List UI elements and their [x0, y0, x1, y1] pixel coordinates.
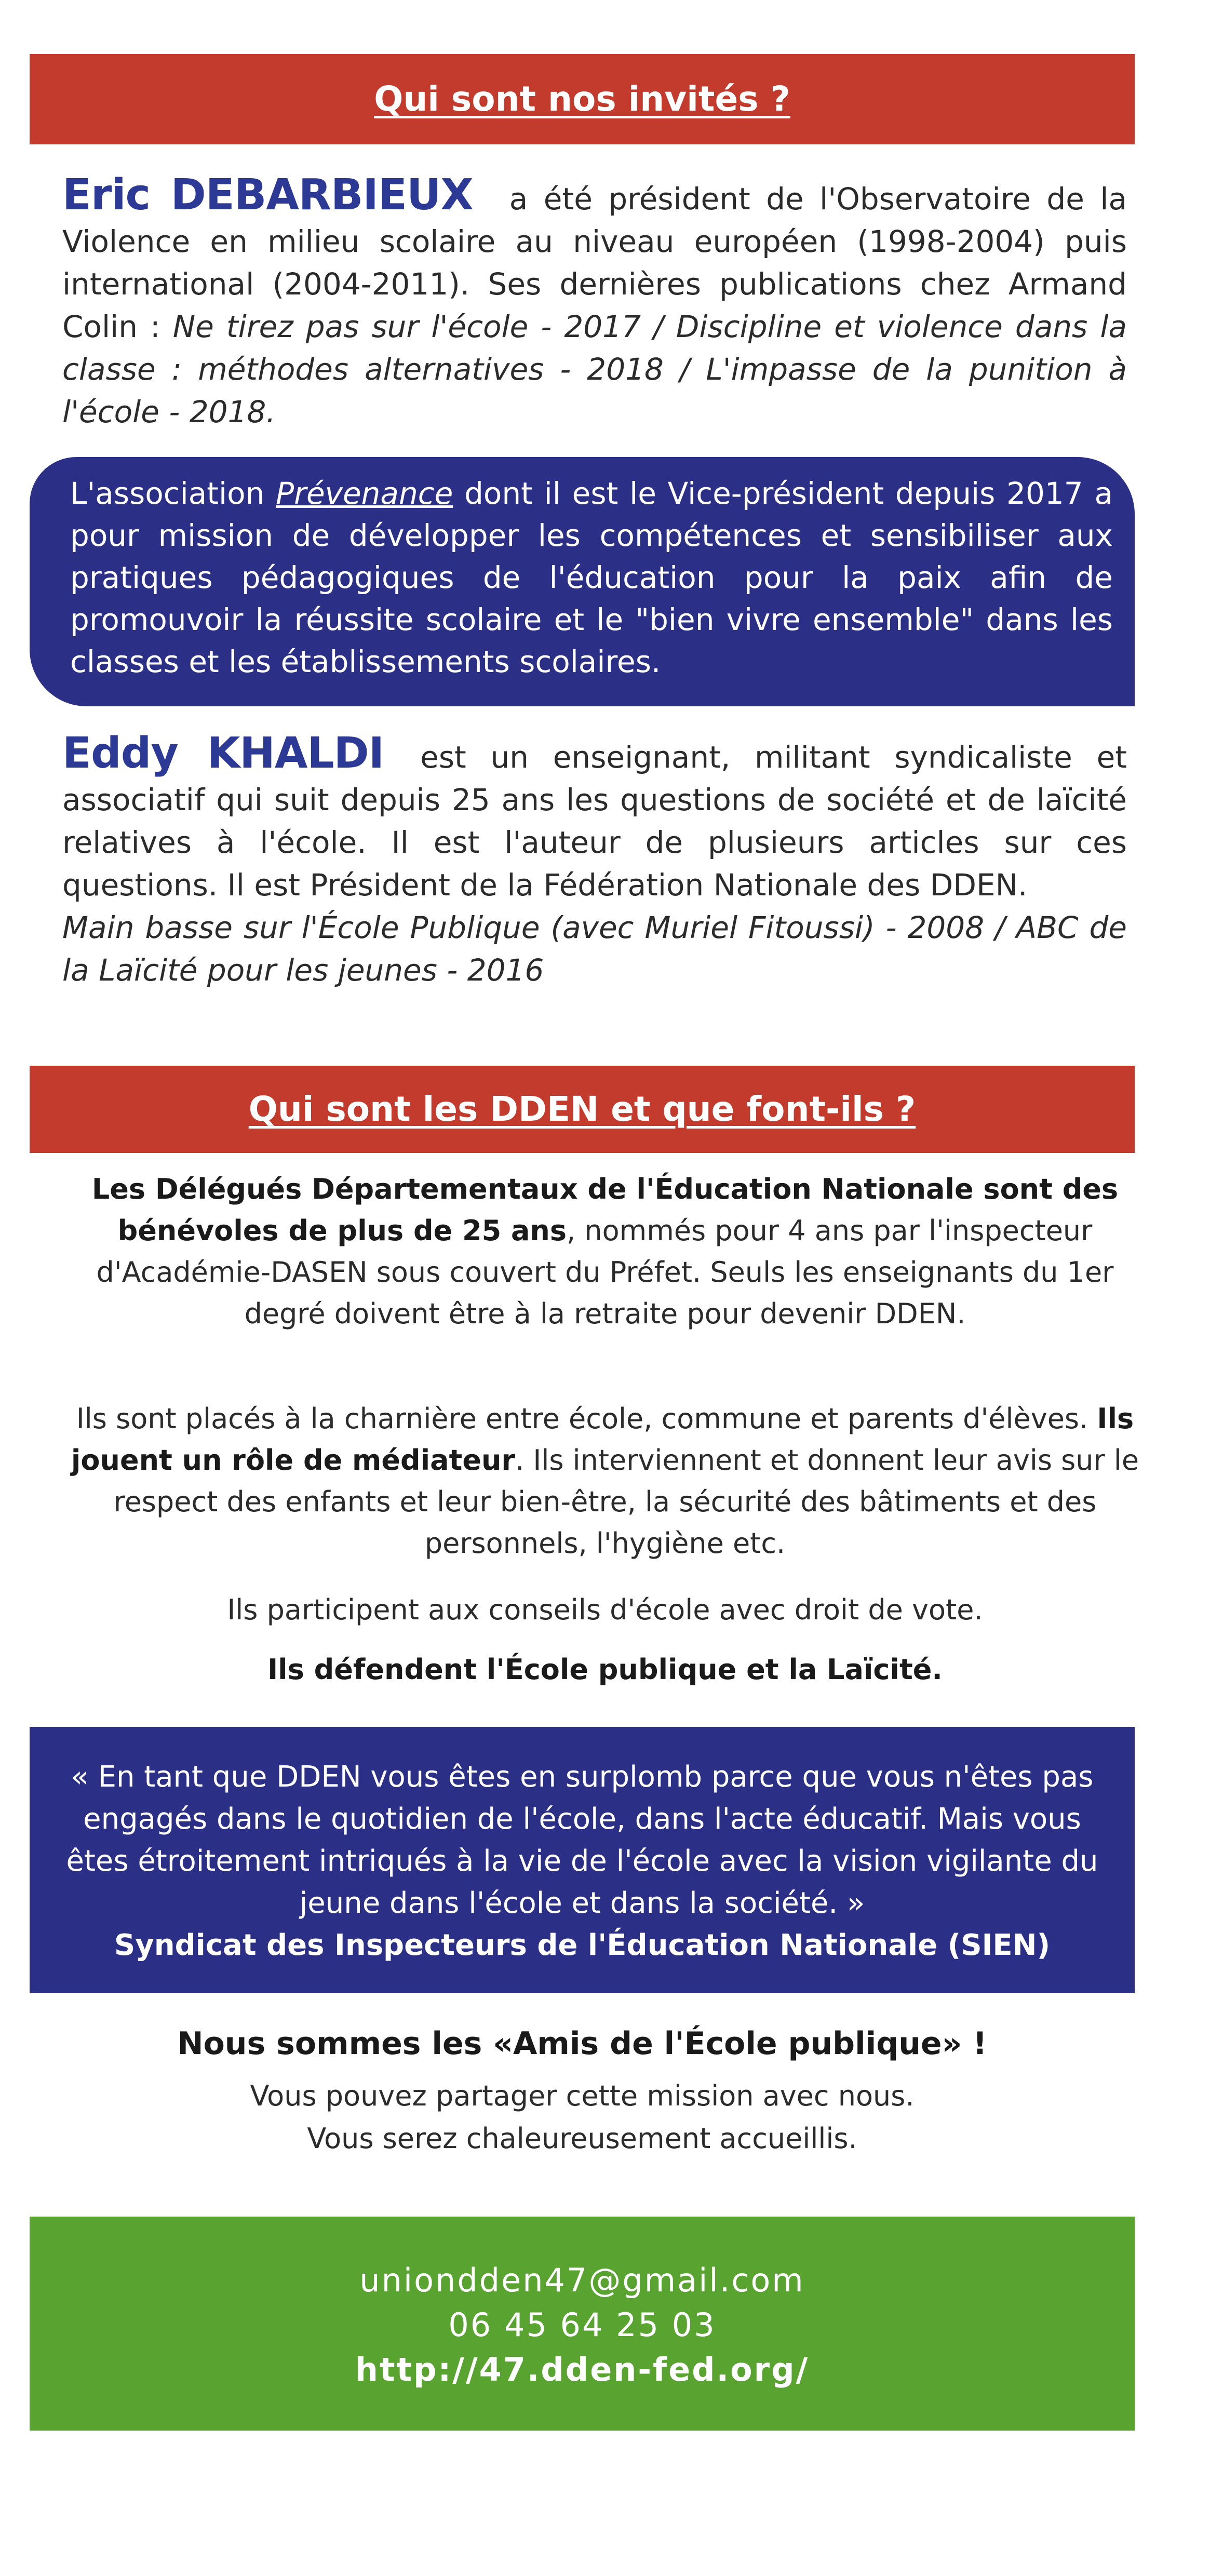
dden-paragraph-4: Ils défendent l'École publique et la Laïcité. — [267, 1653, 943, 1686]
debarbieux-bio-text: a été président de l'Observatoire de la Violence en milieu scolaire au niveau européen (1998-2004) puis international (2004-2011). Ses dernières publications chez Armand Colin : — [62, 181, 1127, 344]
dden-paragraph-3: Ils participent aux conseils d'école avec droit de vote. — [227, 1593, 983, 1626]
quote-source: Syndicat des Inspecteurs de l'Éducation Nationale (SIEN) — [114, 1928, 1051, 1962]
friends-line-2: Vous serez chaleureusement accueillis. — [307, 2122, 857, 2155]
contact-phone: 06 45 64 25 03 — [448, 2306, 716, 2344]
khaldi-name: Eddy KHALDI — [62, 729, 384, 778]
contact-block — [30, 2217, 1135, 2431]
association-name: Prévenance — [276, 476, 453, 511]
khaldi-publications: Main basse sur l'École Publique (avec Muriel Fitoussi) - 2008 / ABC de la Laïcité pour les jeunes - 2016 — [62, 910, 1127, 988]
dden-paragraph-2 — [52, 1398, 1158, 1564]
khaldi-bio — [62, 729, 1127, 991]
guests-banner — [30, 54, 1135, 144]
guests-banner-title: Qui sont nos invités ? — [374, 79, 790, 119]
debarbieux-publications: Ne tirez pas sur l'école - 2017 / Discipline et violence dans la classe : méthodes alternatives - 2018 / L'impasse de la punition à l'école - 2018. — [62, 309, 1127, 430]
friends-line-1: Vous pouvez partager cette mission avec nous. — [250, 2079, 915, 2112]
dden-p2-start: Ils sont placés à la charnière entre école, commune et parents d'élèves. — [76, 1402, 1097, 1435]
debarbieux-bio — [62, 170, 1127, 433]
dden-p2-bold: Ils jouent un rôle de médiateur — [71, 1402, 1134, 1477]
association-prefix: L'association — [70, 476, 276, 511]
quote-block — [30, 1727, 1135, 1993]
dden-p2-end: . Ils interviennent et donnent leur avis sur le respect des enfants et leur bien-être, la sécurité des bâtiments et des personnels, l'hygiène etc. — [113, 1444, 1139, 1560]
quote-text: « En tant que DDEN vous êtes en surplomb parce que vous n'êtes pas engagés dans le quotidien de l'école, dans l'acte éducatif. Mais vous êtes étroitement intriqués à la vie de l'école avec la vision vigilante du jeune dans l'école et dans la société. » — [66, 1760, 1098, 1920]
dden-paragraph-1 — [52, 1169, 1158, 1335]
dden-banner — [30, 1066, 1135, 1153]
khaldi-bio-text: est un enseignant, militant syndicaliste et associatif qui suit depuis 25 ans les questions de société et de laïcité relatives à l'école. Il est l'auteur de plusieurs articles sur ces questions. Il est Président de la Fédération Nationale des DDEN. — [62, 740, 1127, 903]
contact-website-link[interactable]: http://47.dden-fed.org/ — [355, 2351, 810, 2389]
debarbieux-name: Eric DEBARBIEUX — [62, 170, 473, 220]
friends-title: Nous sommes les «Amis de l'École publique» ! — [177, 2025, 987, 2062]
dden-p1-rest: , nommés pour 4 ans par l'inspecteur d'Académie-DASEN sous couvert du Préfet. Seuls les enseignants du 1er degré doivent être à la retraite pour devenir DDEN. — [96, 1214, 1114, 1330]
association-block — [30, 457, 1135, 706]
dden-p1-bold: Les Délégués Départementaux de l'Éducation Nationale sont des bénévoles de plus de 25 ans — [91, 1173, 1119, 1247]
association-text: dont il est le Vice-président depuis 2017 a pour mission de développer les compétences et sensibiliser aux pratiques pédagogiques de l'éducation pour la paix afin de promouvoir la réussite scolaire et le "bien vivre ensemble" dans les classes et les établissements scolaires. — [70, 476, 1113, 679]
dden-banner-title: Qui sont les DDEN et que font-ils ? — [248, 1089, 916, 1129]
friends-body — [30, 2075, 1135, 2160]
contact-email[interactable]: uniondden47@gmail.com — [359, 2261, 805, 2299]
